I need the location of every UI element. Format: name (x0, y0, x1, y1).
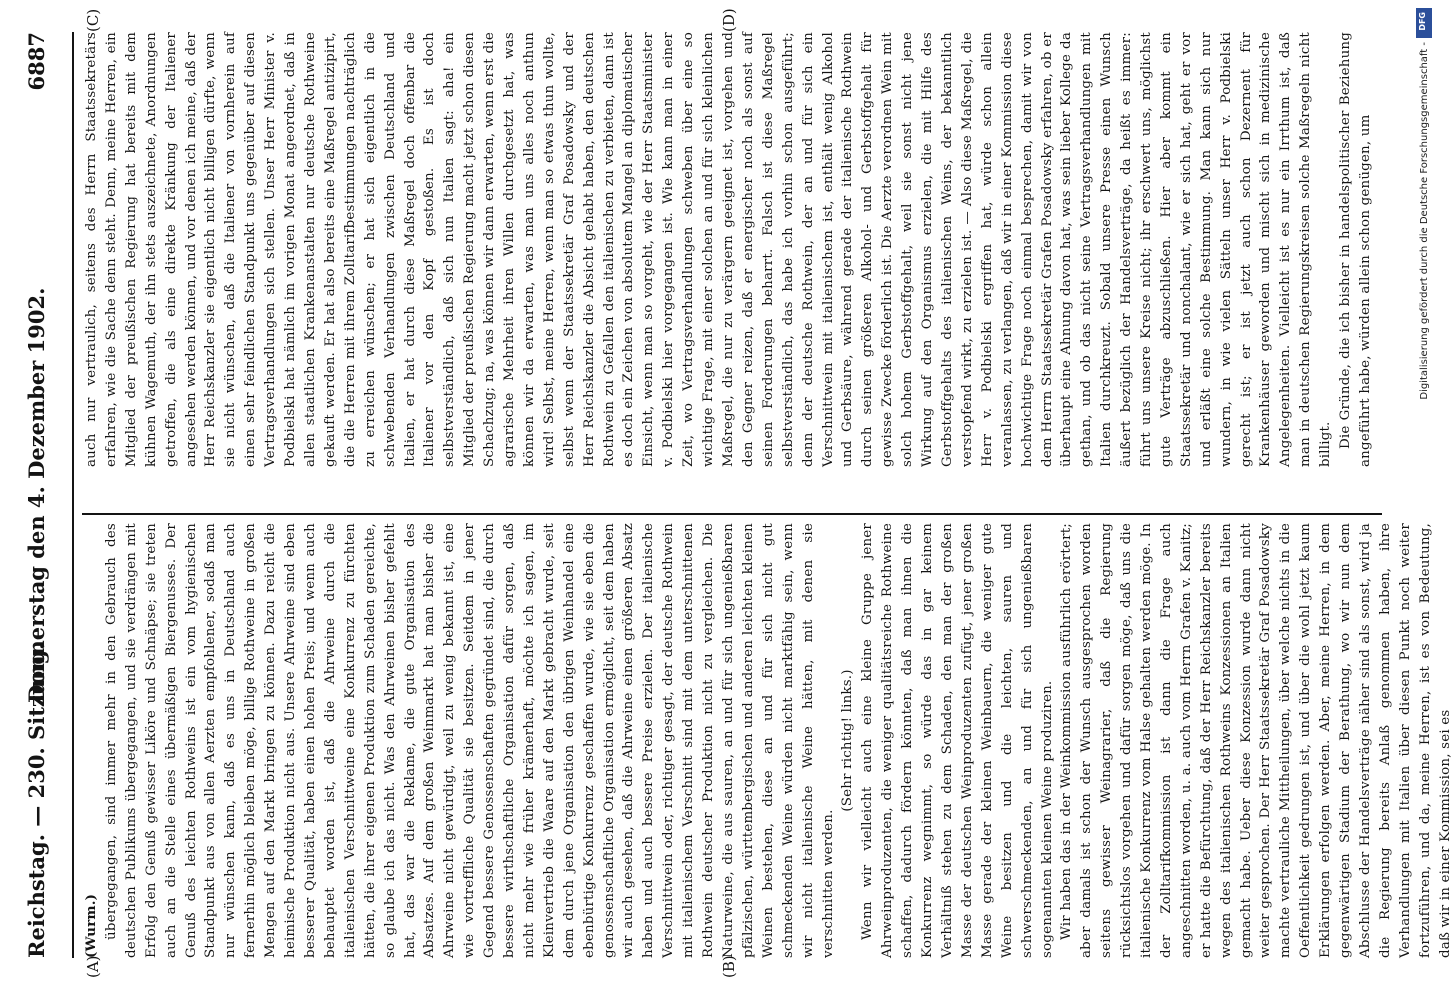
interjection: (Sehr richtig! links.) (840, 669, 856, 812)
margin-marker-c: (C) (84, 8, 102, 32)
left-paragraph-1: übergegangen, sind immer mehr in den Gebrauch des deutschen Publikums übergegangen, und sie verdrängen mit Erfolg den Genuß gewisser Liköre und Schnäpse; sie treten auch an die Stelle eines übermäßigen Biergenusses. Der Genuß des leichten Rothweins ist ein vom hygienischen Standpunkt aus von allen Aerzten empfohlener, sodaß man nur wünschen kann, daß es uns in Deutschland auch fernerhin möglich bleiben möge, billige Rothweine in großen Mengen auf den Markt bringen zu können. Dazu reicht die heimische Produktion nicht aus. Unsere Ahrweine sind eben besserer Qualität, haben einen hohen Preis; und wenn auch behauptet worden ist, daß die Ahrweine durch die italienischen Verschnittweine eine Konkurrenz zu fürchten hätten, die ihrer eigenen Produktion zum Schaden gereichte, so glaube ich das nicht. Was den Ahrweinen bisher gefehlt hat, das war die Reklame, die gute Organisation des Absatzes. Auf dem großen Weinmarkt hat man bisher die Ahrweine nicht gewürdigt, weil zu wenig bekannt ist, eine wie vortreffliche Qualität sie besitzen. Seitdem in jener Gegend bessere Genossenschaften gegründet sind, die durch bessere wirthschaftliche Organisation dafür sorgen, daß nicht mehr wie früher krämerhaft, möchte ich sagen, im Kleinvertrieb die Waare auf den Markt gebracht wurde, seit dem durch jene Organisation den übrigen Weinhandel eine ebenbürtige Konkurrenz geschaffen wurde, wie sie eben die genossenschaftliche Organisation ermöglicht, seit dem haben wir auch gesehen, daß die Ahrweine einen größeren Absatz haben und auch bessere Preise erzielen. Der italienische Verschnittwein oder, richtiger gesagt, der deutsche Rothwein mit italienischem Verschnitt sind mit dem unterschnittenen Rothwein deutscher Produktion nicht zu vergleichen. Die Naturweine, die aus sauren, an und für sich ungenießbaren pfälzischen, württembergischen und anderen leichten kleinen Weinen bestehen, diese an und für sich nicht gut schmeckenden Weine würden nicht marktfähig sein, wenn wir nicht italienische Weine hätten, mit denen sie verschnitten werden. (103, 523, 836, 958)
speaker-label: (Wurm.) (83, 893, 99, 958)
digitization-credit (1416, 8, 1434, 992)
running-header (6, 32, 70, 958)
page-number: 6887 (24, 32, 49, 91)
margin-marker-a: (A) (84, 955, 102, 978)
right-paragraph-2: Die Gründe, die ich bisher in handelspolitischer Beziehung angeführt habe, würden allein schon genügen, um (1338, 32, 1373, 467)
header-rule (72, 32, 74, 958)
right-column (82, 32, 1382, 467)
header-left: Reichstag. — 230. Sitzung. (24, 642, 49, 958)
left-column (82, 523, 1453, 958)
left-paragraph-3: Wir haben das in der Weinkommission ausführlich erörtert; aber damals ist schon der Wunsch ausgesprochen worden seitens gewisser Weinagrarier, daß die Regierung rücksichtslos vorgehen und dafür sorgen möge, daß uns die italienische Konkurrenz vom Halse gehalten werden möge. In der Zolltarifkommission ist dann die Frage auch angeschnitten worden, u. a. auch vom Herrn Grafen v. Kanitz; er hatte die Befürchtung, daß der Herr Reichskanzler bereits wegen des italienischen Rothweins Konzessionen an Italien gemacht habe. Ueber diese Konzession wurde dann nicht weiter gesprochen. Der Herr Staatssekretär Graf Posadowsky machte vertrauliche Mittheilungen, über welche nichts in die Oeffentlichkeit gedrungen ist, und über die wohl jetzt kaum Erklärungen erfolgen werden. Aber, meine Herren, in dem gegenwärtigen Stadium der Berathung, wo wir nun dem Abschlusse der Handelsverträge näher sind als sonst, wird ja die Regierung bereits Anlaß genommen haben, ihre Verhandlungen mit Italien über diesen Punkt noch weiter fortzuführen, und da, meine Herren, ist es von Bedeutung, daß wir in einer Kommission, sei es (1059, 523, 1453, 958)
column-divider (82, 513, 1382, 515)
header-date: Donnerstag den 4. Dezember 1902. (24, 287, 49, 703)
left-paragraph-2: Wenn wir vielleicht auch eine kleine Gruppe jener Ahrweinproduzenten, die weniger qualitätsreiche Rothweine schaffen, dadurch fördern könnten, daß man ihnen die Konkurrenz wegnimmt, so würde das in gar keinem Verhältniß stehen zu dem Schaden, den man der großen Masse der deutschen Weinproduzenten zufügt, jener großen Masse gerade der kleinen Weinbauern, die weniger gute Weine besitzen und die leichten, sauren und schwerschmeckenden, an und für sich ungenießbaren sogenannten kleinen Weine produziren. (860, 523, 1055, 958)
dfg-logo: DFG (1416, 8, 1432, 38)
margin-marker-b: (B) (720, 955, 738, 978)
credit-text: Digitalisierung gefördert durch die Deutsche Forschungsgemeinschaft - (1419, 42, 1430, 400)
right-paragraph-1: auch nur vertraulich, seitens des Herrn Staatssekretärs erfahren, wie die Sache denn steht. Denn, meine Herren, ein Mitglied der preußischen Regierung hat bereits mit dem kühnen Wagemuth, der ihn stets auszeichnete, Anordnungen getroffen, die als eine direkte Kränkung der Italiener angesehen werden können, und vor denen ich meine, daß der Herr Reichskanzler sie eigentlich nicht billigen dürfte, wenn sie nicht wünschen, daß die Italiener von vornherein auf einen sehr feindlichen Standpunkt uns gegenüber auf diesen Vertragsverhandlungen sich stellen. Unser Herr Minister v. Podbielski hat nämlich im vorigen Monat angeordnet, daß in allen staatlichen Krankenanstalten nur deutsche Rothweine gekauft werden. Er hat also bereits eine Maßregel antizipirt, die die Herren mit ihrem Zolltarifbestimmungen nachträglich zu erreichen wünschen; er hat sich eigentlich in die schwebenden Verhandlungen zwischen Deutschland und Italien, er hat durch diese Maßregel doch offenbar die Italiener vor den Kopf gestoßen. Es ist doch selbstverständlich, daß sich nun Italien sagt: aha! ein Mitglied der preußischen Regierung macht jetzt schon diesen Schachzug; na, was können wir dann erwarten, wenn erst die agrarische Mehrheit ihren Willen durchgesetzt hat, was können wir da erwarten, was man uns alles noch anthun wird! Selbst, meine Herren, wenn man so etwas thun wollte, selbst wenn der Staatssekretär Graf Posadowsky und der Herr Reichskanzler die Absicht gehabt haben, den deutschen Rothwein zu Gefallen den italienischen zu verbieten, dann ist es doch ein Zeichen von absolutem Mangel an diplomatischer Einsicht, wenn man so vorgeht, wie der Herr Staatsminister v. Podbielski hier vorgegangen ist. Wie kann man in einer Zeit, wo Vertragsverhandlungen schweben über eine so wichtige Frage, mit einer solchen an und für sich kleinlichen Maßregel, die nur zu verärgern geeignet ist, vorgehen und den Gegner reizen, daß er energischer noch als sonst auf seinen Forderungen beharrt. Falsch ist diese Maßregel selbstverständlich, das habe ich vorhin schon ausgeführt; denn der deutsche Rothwein, der an und für sich ein Verschnittwein mit italienischem ist, enthält wenig Alkohol und Gerbsäure, während gerade der italienische Rothwein durch seinen größeren Alkohol- und Gerbstoffgehalt für gewisse Zwecke förderlich ist. Die Aerzte verordnen Wein mit solch hohem Gerbstoffgehalt, weil sie sonst nicht jene Wirkung auf den Organismus erzielen, die mit Hilfe des Gerbstoffgehalts des italienischen Weins, der bekanntlich verstopfend wirkt, zu erzielen ist. — Also diese Maßregel, die Herr v. Podbielski ergriffen hat, würde schon allein veranlassen, zu verlangen, daß wir in einer Kommission diese hochwichtige Frage noch einmal besprechen, damit wir von dem Herrn Staatssekretär Grafen Posadowsky erfahren, ob er überhaupt eine Ahnung davon hat, was sein lieber Kollege da gethan, und ob das nicht seine Vertragsverhandlungen mit Italien durchkreuzt. Sobald unsere Presse einen Wunsch äußert bezüglich der Handelsverträge, da heißt es immer: führt uns unsere Kreise nicht; ihr erschwert uns, möglichst gute Verträge abzuschließen. Hier aber kommt ein Staatssekretär und nonchalant, wie er sich hat, geht er vor und erläßt eine solche Bestimmung. Man kann sich nur wundern, in wie vielen Sätteln unser Herr v. Podbielski gerecht ist; er ist jetzt auch schon Dezernent für Krankenhäuser geworden und mischt sich in medizinische Angelegenheiten. Vielleicht ist es nur ein Irrthum ist, daß man in deutschen Regierungskreisen solche Maßregeln nicht billigt. (84, 32, 1334, 467)
margin-marker-d: (D) (720, 8, 738, 32)
